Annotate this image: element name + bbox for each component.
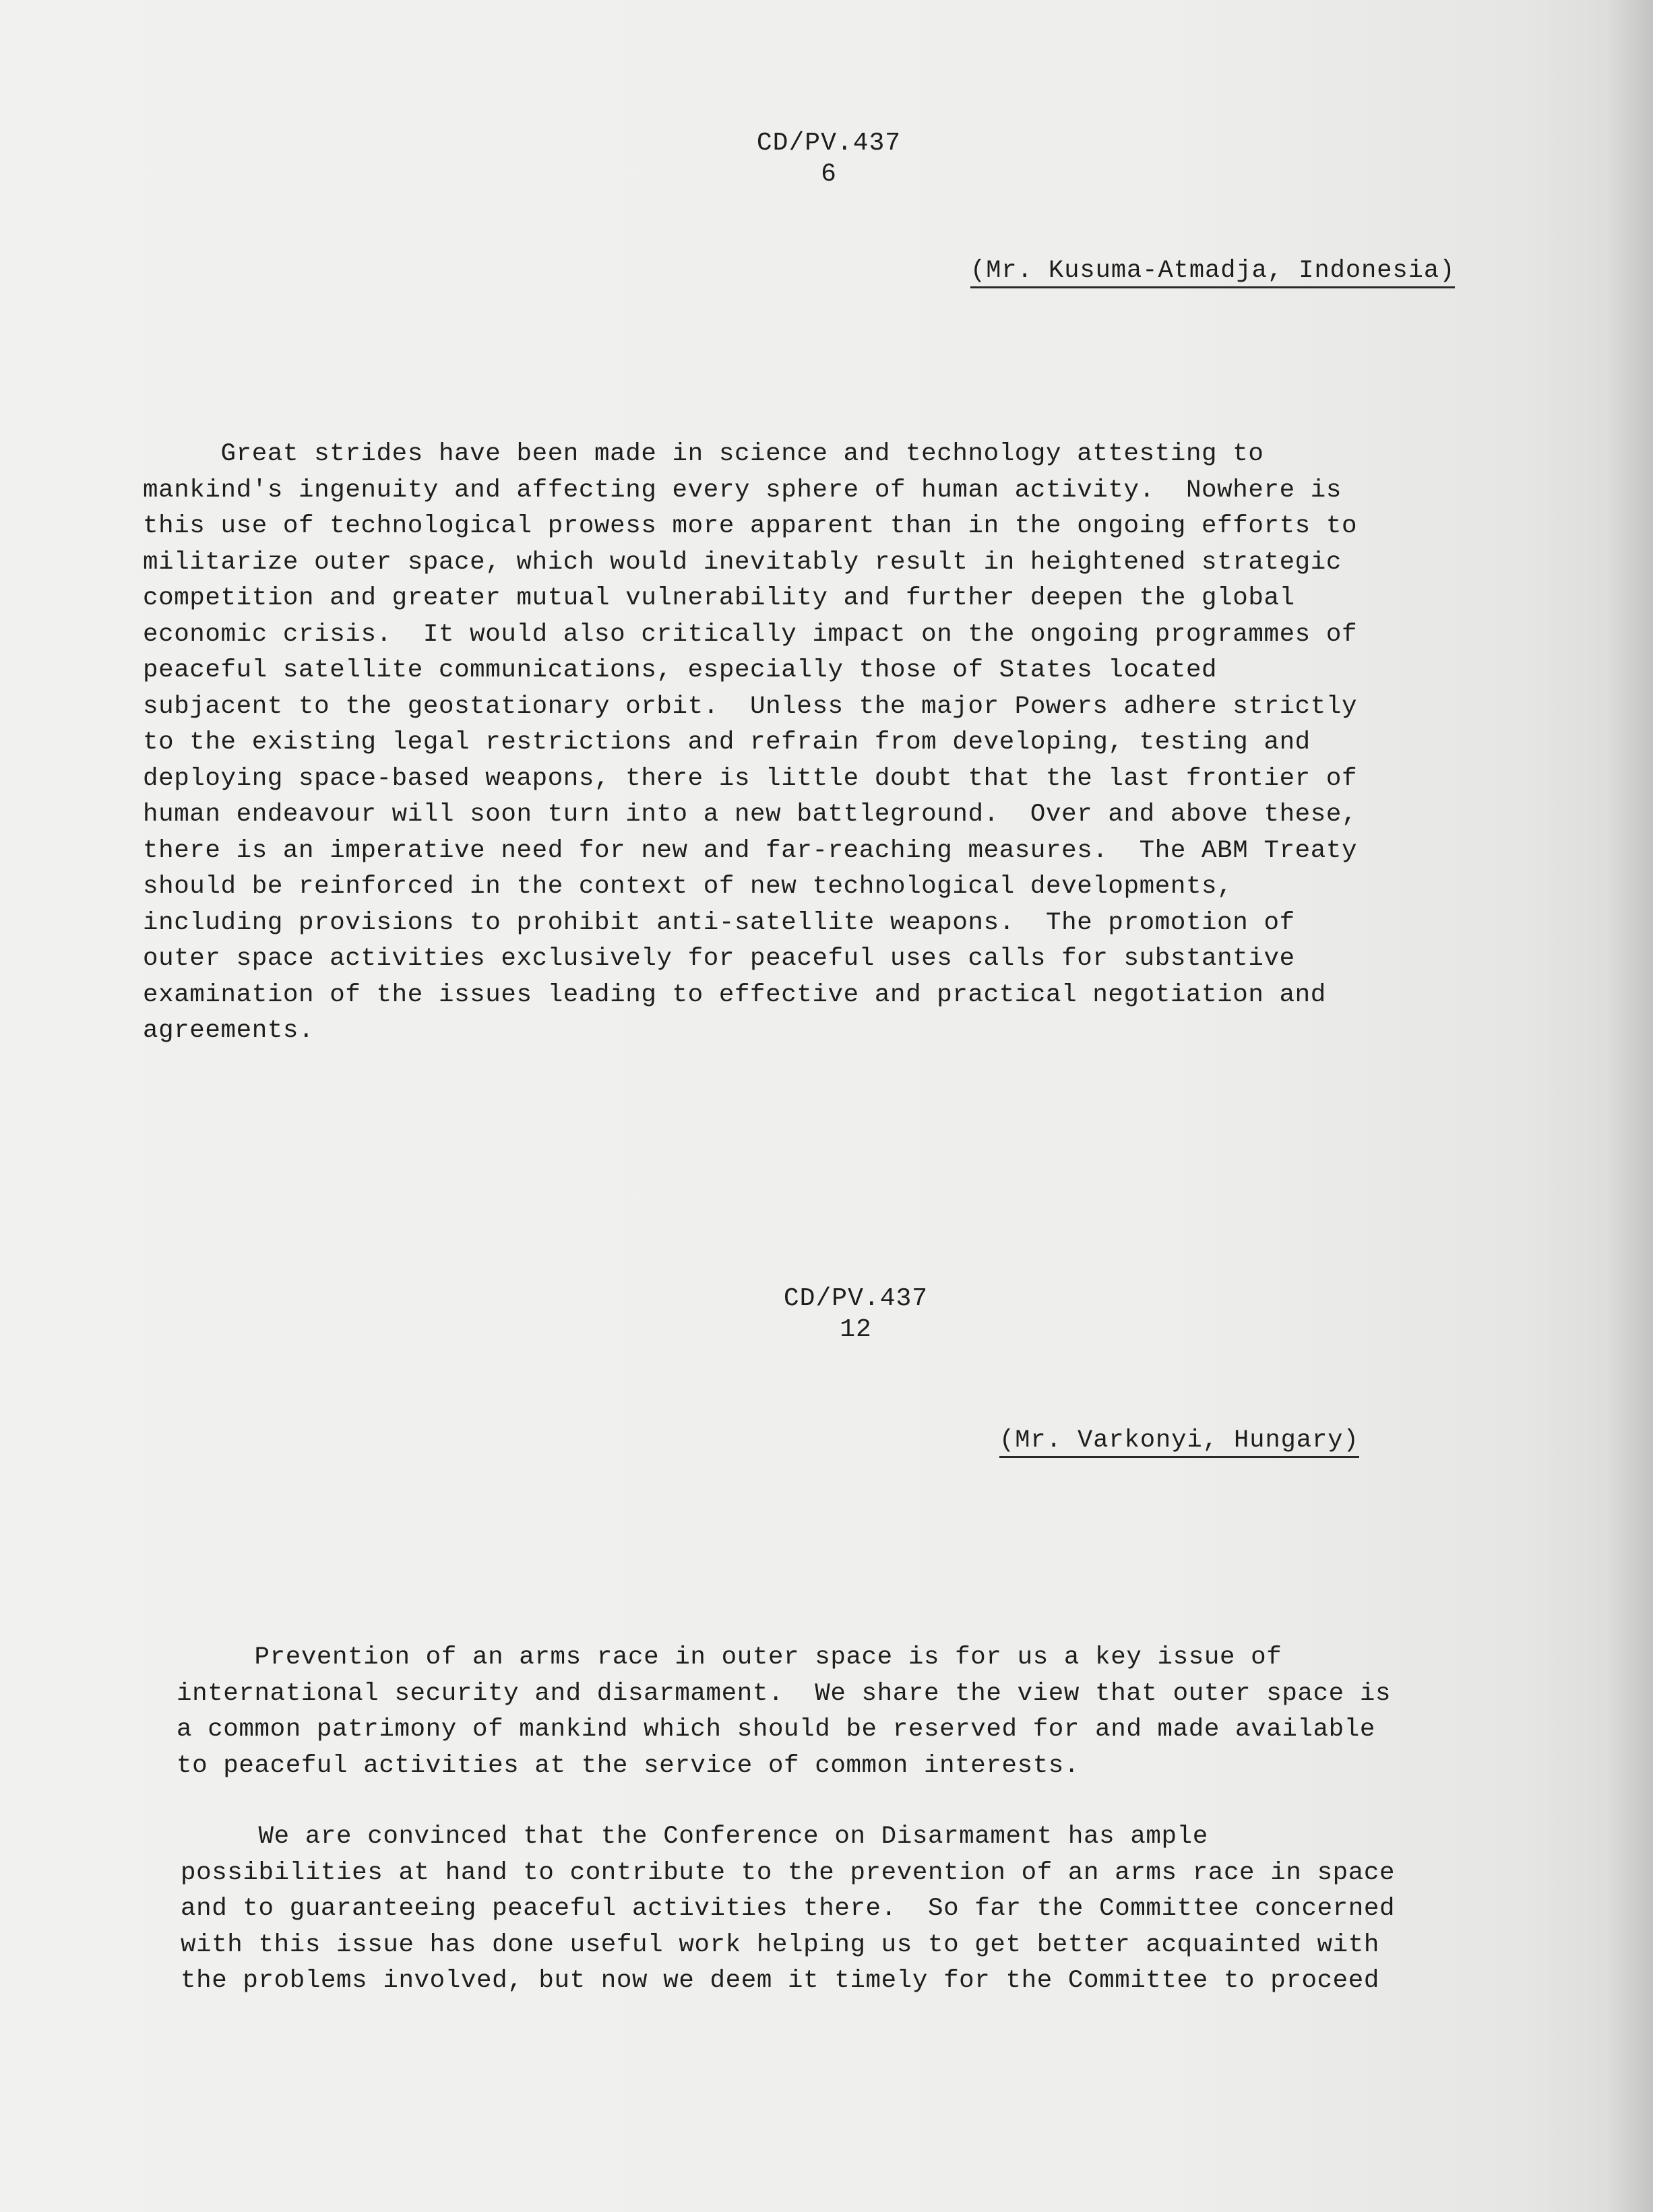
text-line: human endeavour will soon turn into a new battleground. Over and above these, (143, 800, 1358, 829)
text-line: Great strides have been made in science and technology attesting to (143, 440, 1264, 468)
text-line: examination of the issues leading to effective and practical negotiation and (143, 980, 1326, 1009)
text-line: peaceful satellite communications, especially those of States located (143, 656, 1218, 685)
paragraph-2 (177, 1640, 1598, 1784)
text-line: the problems involved, but now we deem it timely for the Committee to proceed (181, 1967, 1379, 1995)
text-line: a common patrimony of mankind which should be reserved for and made available (177, 1715, 1375, 1744)
text-line: subjacent to the geostationary orbit. Unless the major Powers adhere strictly (143, 692, 1358, 721)
doc-header-2 (755, 1284, 957, 1346)
text-line: deploying space-based weapons, there is little doubt that the last frontier of (143, 764, 1358, 793)
paragraph-1 (143, 437, 1565, 1050)
page-number: 6 (821, 160, 837, 189)
speaker-name: (Mr. Varkonyi, Hungary) (999, 1426, 1359, 1458)
text-line: with this issue has done useful work helping us to get better acquainted with (181, 1930, 1379, 1959)
text-line: militarize outer space, which would inevitably result in heightened strategic (143, 548, 1342, 577)
text-line: outer space activities exclusively for peaceful uses calls for substantive (143, 945, 1295, 973)
speaker-line-1 (970, 256, 1455, 286)
text-line: economic crisis. It would also critically impact on the ongoing programmes of (143, 620, 1358, 649)
text-line: to peaceful activities at the service of common interests. (177, 1751, 1080, 1780)
page-number: 12 (840, 1315, 872, 1344)
speaker-line-2 (999, 1426, 1359, 1455)
page-edge-shadow (1606, 0, 1653, 2212)
text-line: including provisions to prohibit anti-satellite weapons. The promotion of (143, 908, 1295, 937)
doc-number: CD/PV.437 (783, 1284, 929, 1313)
text-line: mankind's ingenuity and affecting every sphere of human activity. Nowhere is (143, 476, 1342, 505)
text-line: should be reinforced in the context of new technological developments, (143, 873, 1233, 901)
text-line: competition and greater mutual vulnerability and further deepen the global (143, 584, 1295, 612)
doc-number: CD/PV.437 (756, 129, 902, 158)
text-line: Prevention of an arms race in outer space is for us a key issue of (177, 1643, 1282, 1672)
paragraph-3 (181, 1819, 1602, 2000)
text-line: and to guaranteeing peaceful activities there. So far the Committee concerned (181, 1895, 1396, 1923)
text-line: this use of technological prowess more apparent than in the ongoing efforts to (143, 512, 1358, 540)
text-line: agreements. (143, 1017, 315, 1045)
doc-header-1 (728, 128, 930, 190)
text-line: possibilities at hand to contribute to the prevention of an arms race in space (181, 1858, 1396, 1887)
text-line: international security and disarmament. We share the view that outer space is (177, 1679, 1392, 1708)
text-line: to the existing legal restrictions and refrain from developing, testing and (143, 728, 1311, 757)
text-line: there is an imperative need for new and far-reaching measures. The ABM Treaty (143, 836, 1358, 865)
speaker-name: (Mr. Kusuma-Atmadja, Indonesia) (970, 257, 1455, 288)
text-line: We are convinced that the Conference on Disarmament has ample (181, 1823, 1208, 1851)
